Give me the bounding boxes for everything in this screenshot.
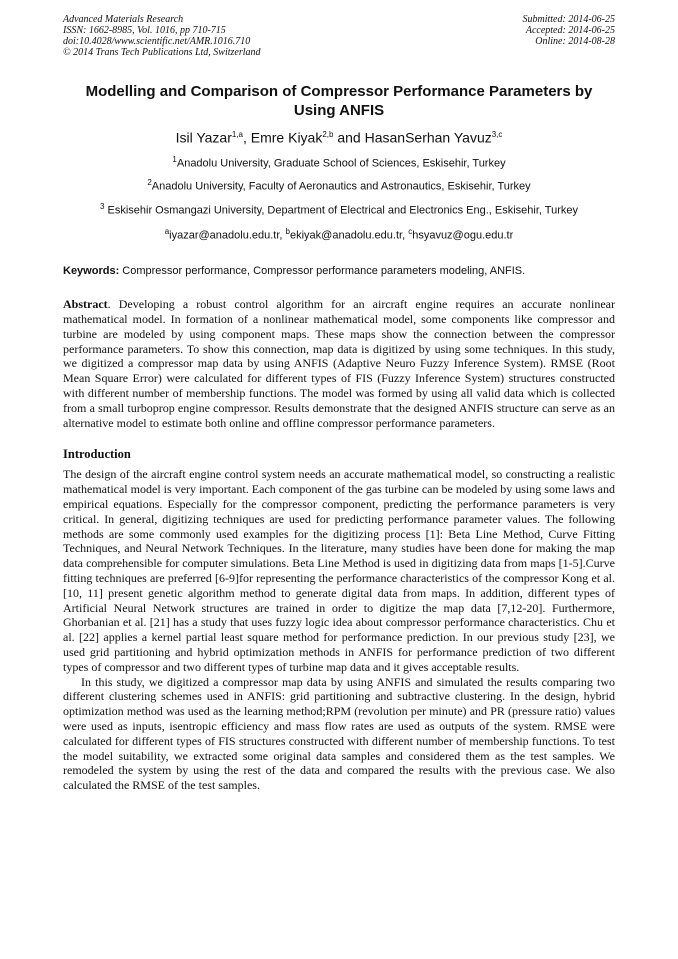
submitted-date: Submitted: 2014-06-25 <box>522 14 615 25</box>
email-link[interactable]: hsyavuz@ogu.edu.tr <box>412 229 514 242</box>
abstract-text: . Developing a robust control algorithm for an aircraft engine requires an accurate nonlinear mathematical model. In formation of a nonlinear mathematical model, some components like compressor and turbine are modeled by using component maps. These maps show the connection between the compressor performance parameters. To show this connection, map data is digitized by using some techniques. In this study, we digitized a compressor map data by using ANFIS (Adaptive Neuro Fuzzy Inference System). RMSE (Root Mean Square Error) were calculated for different types of FIS (Fuzzy Inference System) structures constructed with different number of membership functions. The model was formed by using all valid data which is collected from a small turboprop engine compressor. Results demonstrate that the designed ANFIS structure can serve as an alternative model to estimate both online and offline compressor performance parameters. <box>63 297 615 430</box>
email-link[interactable]: ekiyak@anadolu.edu.tr <box>290 229 403 242</box>
paper-title: Modelling and Comparison of Compressor Performance Parameters by Using ANFIS <box>85 83 593 119</box>
author-name: HasanSerhan Yavuz <box>364 129 492 146</box>
author-superscript: 3,c <box>491 130 503 139</box>
affiliation-2 <box>63 176 615 194</box>
paper-page <box>63 14 615 793</box>
email-superscript: a <box>164 226 170 236</box>
author-name: Isil Yazar <box>175 129 232 146</box>
author-separator: and <box>333 129 365 146</box>
abstract <box>63 297 615 430</box>
journal-copyright: © 2014 Trans Tech Publications Ltd, Switzerland <box>63 47 261 58</box>
author-name: Emre Kiyak <box>250 129 323 146</box>
journal-info <box>63 14 261 58</box>
affiliation-1 <box>63 153 615 171</box>
affiliation-3 <box>63 200 615 218</box>
email-link[interactable]: iyazar@anadolu.edu.tr <box>169 229 280 242</box>
email-superscript: b <box>285 226 290 236</box>
author-separator: , <box>242 129 251 146</box>
journal-doi: doi:10.4028/www.scientific.net/AMR.1016.710 <box>63 36 251 47</box>
affiliation-text: Anadolu University, Faculty of Aeronautics and Astronautics, Eskisehir, Turkey <box>151 180 531 193</box>
keywords-label: Keywords: <box>63 265 120 278</box>
affiliation-superscript: 1 <box>172 154 177 164</box>
body-paragraph: The design of the aircraft engine control system needs an accurate mathematical model, so constructing a realistic mathematical model is very important. Each component of the gas turbine can be modeled by using some laws and empirical equations. Especially for the compressor component, predicting the performance parameters is very critical. In general, digitizing techniques are used for predicting performance parameter values. The following methods are some commonly used examples for the digitizing process [1]: Beta Line Method, Curve Fitting Techniques, and Neural Network Techniques. In the literature, many studies have been done for making the map data comprehensible for computer simulations. Beta Line Method is used in digitizing data from maps [1-5].Curve fitting techniques are preferred [6-9]for representing the performance characteristics of the compressor Kong et al. [10, 11] present genetic algorithm method to generate digital data from maps. In addition, different types of Artificial Neural Network structures are trained in order to digitize the map data [7,12-20]. Furthermore, Ghorbanian et al. [21] has a study that uses fuzzy logic idea about compressor performance characteristics. Chu et al. [22] applies a kernel partial least square method for performance prediction. In our previous study [23], we used grid partitioning and hybrid optimization methods in ANFIS for performance prediction of two different types of compressor and two different types of turbine map data and it gives acceptable results. <box>63 467 615 674</box>
affiliation-text: Eskisehir Osmangazi University, Department of Electrical and Electronics Eng., Eskisehir, Turkey <box>104 204 579 217</box>
body-paragraph: In this study, we digitized a compressor map data by using ANFIS and simulated the results comparing two different clustering schemes used in ANFIS: grid partitioning and subtractive clustering. In the design, hybrid optimization method was used as the learning method;RPM (revolution per minute) and PR (pressure ratio) values were used as inputs, isentropic efficiency and mass flow rates are used as outputs of the system. RMSE were calculated for different types of FIS structures constructed with different number of membership functions. To test the model suitability, we extracted some original data samples and considered them as the test samples. We remodeled the system by using the rest of the data and compared the results with the previous case. We also calculated the RMSE of the test samples. <box>63 674 615 793</box>
author-superscript: 1,a <box>231 130 243 139</box>
affiliation-superscript: 2 <box>147 178 152 188</box>
keywords <box>63 264 615 278</box>
author-superscript: 2,b <box>322 130 334 139</box>
section-heading-introduction: Introduction <box>63 447 131 462</box>
abstract-label: Abstract <box>63 297 108 312</box>
keywords-text: Compressor performance, Compressor performance parameters modeling, ANFIS. <box>119 265 526 278</box>
journal-header <box>63 14 615 64</box>
affiliation-superscript: 3 <box>99 201 105 211</box>
submission-dates <box>523 14 616 47</box>
email-superscript: c <box>408 226 413 236</box>
affiliation-text: Anadolu University, Graduate School of Sciences, Eskisehir, Turkey <box>176 157 506 170</box>
journal-name: Advanced Materials Research <box>63 14 184 25</box>
online-date: Online: 2014-08-28 <box>535 36 615 47</box>
author-list <box>63 126 615 147</box>
author-emails: $^a$iyazar@anadolu.edu.tr, $^b$ekiyak@anadolu.edu.tr, $^c$hsyavuz@ogu.edu.tr <box>164 226 514 242</box>
accepted-date: Accepted: 2014-06-25 <box>525 25 615 36</box>
journal-issn: ISSN: 1662-8985, Vol. 1016, pp 710-715 <box>63 25 226 36</box>
